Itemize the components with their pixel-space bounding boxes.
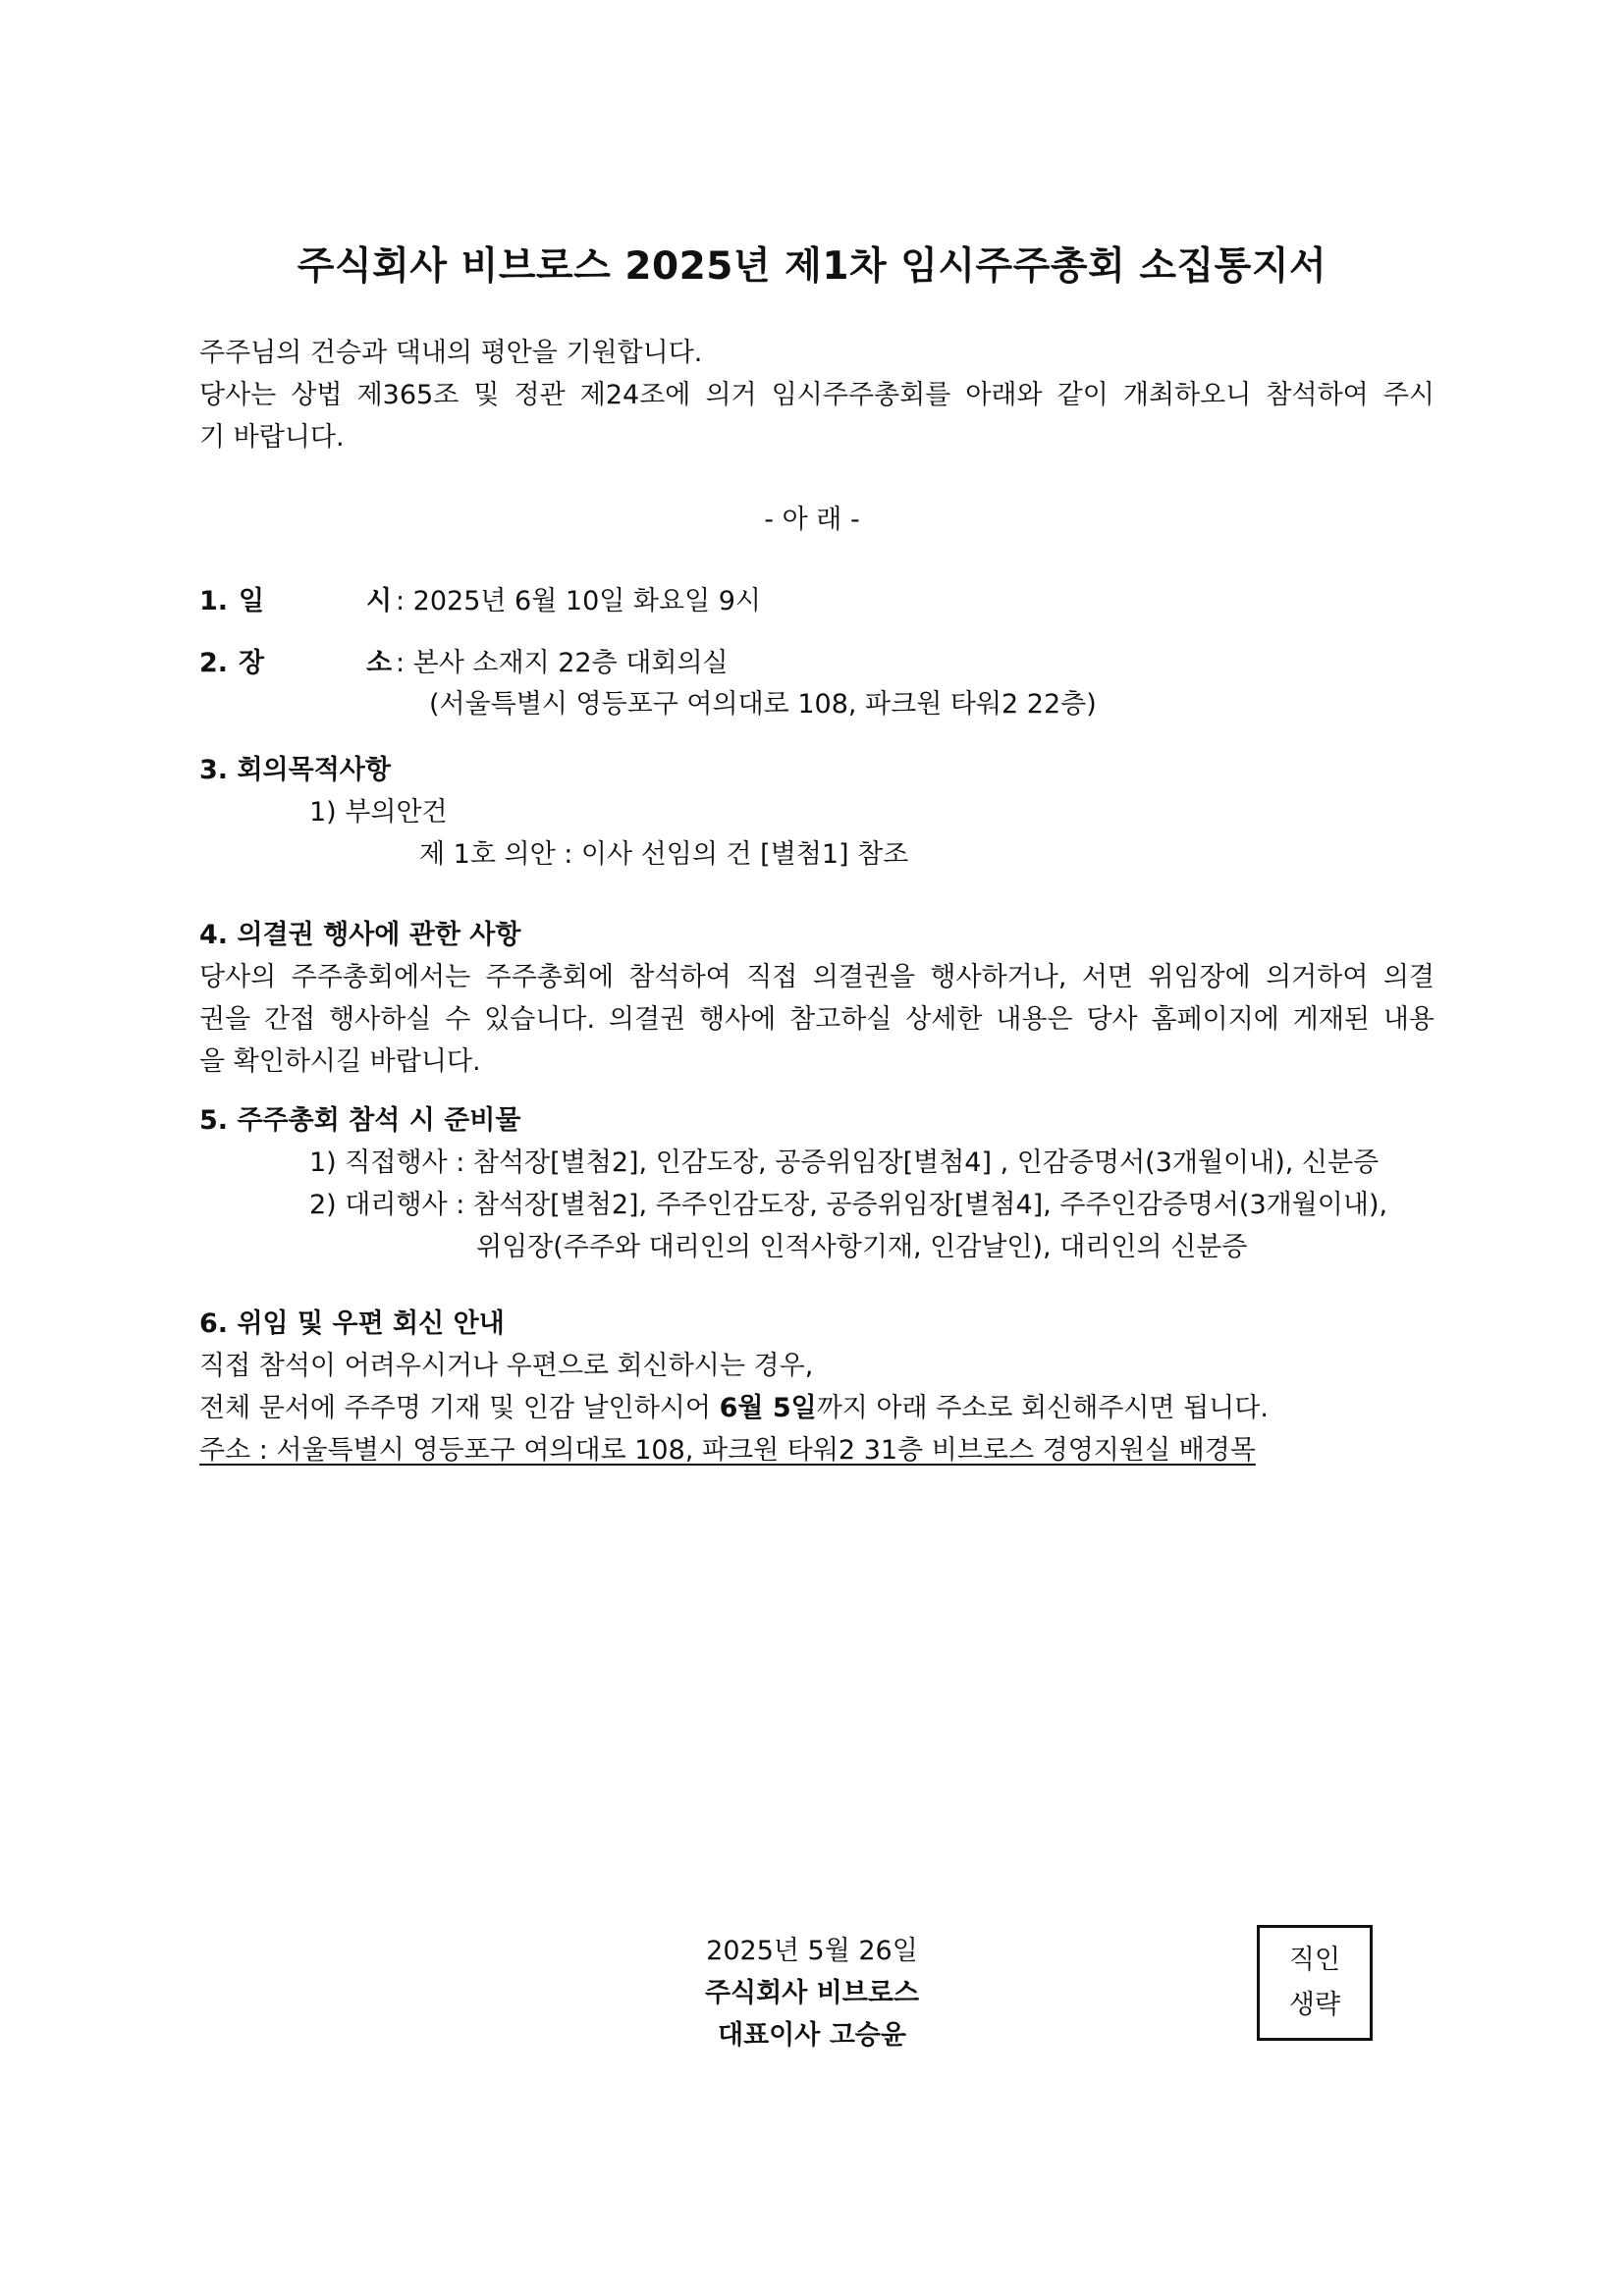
seal-line-1: 직인: [1288, 1945, 1341, 1975]
footer-ceo: 대표이사 고승윤: [718, 2020, 906, 2051]
delegation-line-2-pre: 전체 문서에 주주명 기재 및 인감 날인하시어: [199, 1393, 720, 1423]
item-date-value: : 2025년 6월 10일 화요일 9시: [396, 586, 762, 616]
footer-company: 주식회사 비브로스: [704, 1978, 920, 2008]
separator-heading: - 아 래 -: [764, 505, 860, 535]
seal-omitted-box: [1257, 1925, 1373, 2041]
agenda-item-1: 제 1호 의안 : 이사 선임의 건 [별첨1] 참조: [419, 839, 909, 870]
delegation-line-1: 직접 참석이 어려우시거나 우편으로 회신하시는 경우,: [199, 1351, 814, 1381]
item-date-number: 1.: [199, 586, 229, 616]
delegation-address: 주소 : 서울특별시 영등포구 여의대로 108, 파크원 타워2 31층 비브로스 경영지원실 배경목: [199, 1435, 1256, 1466]
item-place-label-a: 장: [239, 648, 265, 678]
item-date-label-a: 일: [239, 586, 265, 616]
delegation-line-2-post: 까지 아래 주소로 회신해주시면 됩니다.: [816, 1393, 1269, 1423]
materials-line-3: 위임장(주주와 대리인의 인적사항기재, 인감날인), 대리인의 신분증: [476, 1232, 1248, 1262]
item-date-label-b: 시: [366, 586, 393, 616]
materials-line-1: 1) 직접행사 : 참석장[별첨2], 인감도장, 공증위임장[별첨4] , 인감증명서(3개월이내), 신분증: [309, 1148, 1380, 1178]
materials-line-2: 2) 대리행사 : 참석장[별첨2], 주주인감도장, 공증위임장[별첨4], 주주인감증명서(3개월이내),: [309, 1190, 1388, 1220]
delegation-deadline: 6월 5일: [719, 1393, 817, 1423]
delegation-heading: 6. 위임 및 우편 회신 안내: [199, 1308, 505, 1339]
item-place-label-b: 소: [366, 648, 393, 678]
delegation-line-2: [199, 1389, 1269, 1428]
item-place: [199, 644, 729, 683]
greeting-line-3: 기 바랍니다.: [199, 422, 345, 453]
item-place-address: (서울특별시 영등포구 여의대로 108, 파크원 타워2 22층): [429, 689, 1097, 720]
greeting-line-2: 당사는 상법 제365조 및 정관 제24조에 의거 임시주주총회를 아래와 같이 개최하오니 참석하여 주시: [199, 380, 1435, 410]
voting-line-2: 권을 간접 행사하실 수 있습니다. 의결권 행사에 참고하실 상세한 내용은 당사 홈페이지에 게재된 내용: [199, 1004, 1435, 1035]
agenda-heading: 3. 회의목적사항: [199, 755, 391, 785]
voting-heading: 4. 의결권 행사에 관한 사항: [199, 920, 521, 950]
item-place-number: 2.: [199, 648, 229, 678]
footer-date: 2025년 5월 26일: [706, 1936, 918, 1966]
materials-heading: 5. 주주총회 참석 시 준비물: [199, 1105, 521, 1136]
item-place-value: : 본사 소재지 22층 대회의실: [396, 648, 729, 678]
item-date: [199, 582, 761, 621]
agenda-sub: 1) 부의안건: [309, 797, 448, 828]
voting-line-3: 을 확인하시길 바랍니다.: [199, 1046, 481, 1077]
seal-line-2: 생략: [1288, 1990, 1341, 2020]
voting-line-1: 당사의 주주총회에서는 주주총회에 참석하여 직접 의결권을 행사하거나, 서면 위임장에 의거하여 의결: [199, 962, 1435, 992]
document-title: 주식회사 비브로스 2025년 제1차 임시주주총회 소집통지서: [297, 244, 1327, 289]
greeting-line-1: 주주님의 건승과 댁내의 평안을 기원합니다.: [199, 338, 703, 368]
